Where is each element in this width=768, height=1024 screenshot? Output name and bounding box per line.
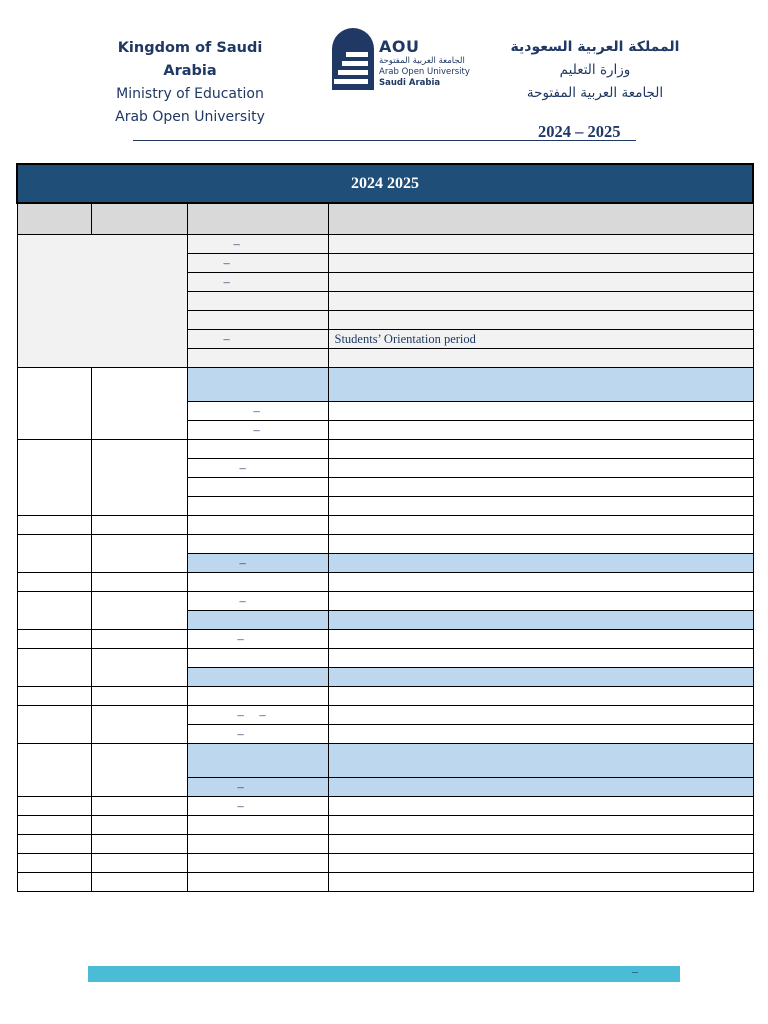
event-cell: [328, 778, 753, 797]
date-cell: [187, 311, 328, 330]
date-cell: – –: [187, 706, 328, 725]
logo-english-name: Arab Open University: [379, 67, 470, 77]
date-cell: [187, 611, 328, 630]
date-cell: –: [187, 459, 328, 478]
event-cell: [328, 687, 753, 706]
table-row: [17, 816, 753, 835]
header-en-ministry: Ministry of Education: [116, 86, 264, 102]
date-cell: [187, 649, 328, 668]
day-cell: [91, 854, 187, 873]
week-cell: [17, 854, 91, 873]
week-cell: [17, 649, 91, 687]
event-cell: [328, 668, 753, 687]
table-row: [17, 706, 753, 725]
event-cell: [328, 516, 753, 535]
header-en-university: Arab Open University: [115, 109, 265, 125]
aou-logo-text: [379, 38, 470, 89]
week-cell: [17, 368, 91, 440]
date-cell: –: [187, 421, 328, 440]
header-ar-university: الجامعة العربية المفتوحة: [526, 85, 664, 101]
table-header-row: [17, 203, 753, 235]
date-cell: –: [187, 554, 328, 573]
table-row: [17, 649, 753, 668]
day-cell: [91, 440, 187, 516]
event-cell: [328, 611, 753, 630]
event-cell: [328, 478, 753, 497]
aou-logo-icon: [332, 28, 374, 90]
event-cell: [328, 254, 753, 273]
table-title-row: [17, 164, 753, 203]
event-cell: [328, 349, 753, 368]
day-cell: [91, 516, 187, 535]
table-row: [17, 440, 753, 459]
event-cell: [328, 421, 753, 440]
date-cell: [187, 668, 328, 687]
date-cell: [187, 349, 328, 368]
week-cell: [17, 835, 91, 854]
date-cell: [187, 497, 328, 516]
date-cell: –: [187, 592, 328, 611]
event-cell: [328, 835, 753, 854]
table-row: [17, 687, 753, 706]
day-cell: [91, 592, 187, 630]
table-row: [17, 797, 753, 816]
table-row: [17, 516, 753, 535]
day-cell: [91, 873, 187, 892]
event-cell: [328, 854, 753, 873]
day-cell: [91, 535, 187, 573]
event-cell: [328, 535, 753, 554]
date-cell: [187, 573, 328, 592]
event-cell: [328, 573, 753, 592]
week-cell: [17, 516, 91, 535]
table-row: [17, 744, 753, 778]
date-cell: [187, 516, 328, 535]
day-cell: [91, 744, 187, 797]
event-cell: [328, 873, 753, 892]
day-cell: [91, 706, 187, 744]
table-row: [17, 873, 753, 892]
column-header-date: [187, 203, 328, 235]
event-cell: [328, 235, 753, 254]
event-cell: [328, 797, 753, 816]
event-cell: [328, 440, 753, 459]
column-header-day: [91, 203, 187, 235]
date-cell: –: [187, 630, 328, 649]
event-cell: [328, 292, 753, 311]
week-cell: [17, 797, 91, 816]
table-row: [17, 235, 753, 254]
date-cell: [187, 744, 328, 778]
header-en-country: Kingdom of Saudi Arabia: [117, 40, 263, 79]
week-cell: [17, 744, 91, 797]
date-cell: [187, 854, 328, 873]
date-cell: [187, 440, 328, 459]
header-english: [90, 37, 290, 129]
date-cell: –: [187, 778, 328, 797]
event-cell: [328, 744, 753, 778]
event-cell: [328, 816, 753, 835]
event-cell: [328, 554, 753, 573]
event-cell: [328, 725, 753, 744]
day-cell: [91, 797, 187, 816]
date-cell: [187, 292, 328, 311]
week-cell: [17, 573, 91, 592]
event-cell: [328, 311, 753, 330]
logo-arabic-name: الجامعة العربية المفتوحة: [379, 56, 465, 66]
column-header-week: [17, 203, 91, 235]
week-cell: [17, 630, 91, 649]
event-cell: [328, 497, 753, 516]
table-row: [17, 630, 753, 649]
column-header-event: [328, 203, 753, 235]
date-cell: [187, 816, 328, 835]
footer-bar: [88, 966, 680, 982]
table-row: [17, 573, 753, 592]
footer-dash: –: [632, 964, 638, 978]
week-cell: [17, 706, 91, 744]
date-cell: [187, 835, 328, 854]
orientation-block-cell: [17, 235, 187, 368]
event-cell: [328, 459, 753, 478]
table-title: 2024 2025: [17, 164, 753, 203]
day-cell: [91, 649, 187, 687]
date-cell: –: [187, 273, 328, 292]
date-cell: –: [187, 725, 328, 744]
date-cell: –: [187, 254, 328, 273]
week-cell: [17, 816, 91, 835]
header-ar-country: المملكة العربية السعودية: [510, 39, 680, 55]
week-cell: [17, 687, 91, 706]
header-arabic: [500, 36, 690, 105]
logo-abbr: AOU: [379, 37, 420, 56]
event-cell: [328, 706, 753, 725]
day-cell: [91, 630, 187, 649]
event-cell: [328, 368, 753, 402]
logo-country: Saudi Arabia: [379, 78, 441, 88]
date-cell: –: [187, 797, 328, 816]
date-cell: [187, 478, 328, 497]
day-cell: [91, 835, 187, 854]
academic-calendar-table: [16, 163, 754, 892]
date-cell: [187, 687, 328, 706]
event-cell: [328, 273, 753, 292]
date-cell: [187, 873, 328, 892]
date-cell: [187, 368, 328, 402]
date-cell: –: [187, 330, 328, 349]
table-row: [17, 854, 753, 873]
date-cell: –: [187, 402, 328, 421]
event-cell: [328, 592, 753, 611]
event-cell: [328, 402, 753, 421]
week-cell: [17, 440, 91, 516]
day-cell: [91, 573, 187, 592]
event-cell: [328, 649, 753, 668]
date-cell: [187, 535, 328, 554]
table-row: [17, 835, 753, 854]
day-cell: [91, 368, 187, 440]
table-row: [17, 535, 753, 554]
table-row: [17, 592, 753, 611]
aou-logo: [332, 28, 482, 94]
day-cell: [91, 816, 187, 835]
header-ar-ministry: وزارة التعليم: [559, 62, 631, 78]
week-cell: [17, 535, 91, 573]
academic-year-heading: 2024 – 2025: [538, 122, 621, 141]
week-cell: [17, 592, 91, 630]
event-cell: [328, 630, 753, 649]
event-cell-orientation: Students’ Orientation period: [328, 330, 753, 349]
week-cell: [17, 873, 91, 892]
day-cell: [91, 687, 187, 706]
date-cell: –: [187, 235, 328, 254]
table-row: [17, 368, 753, 402]
